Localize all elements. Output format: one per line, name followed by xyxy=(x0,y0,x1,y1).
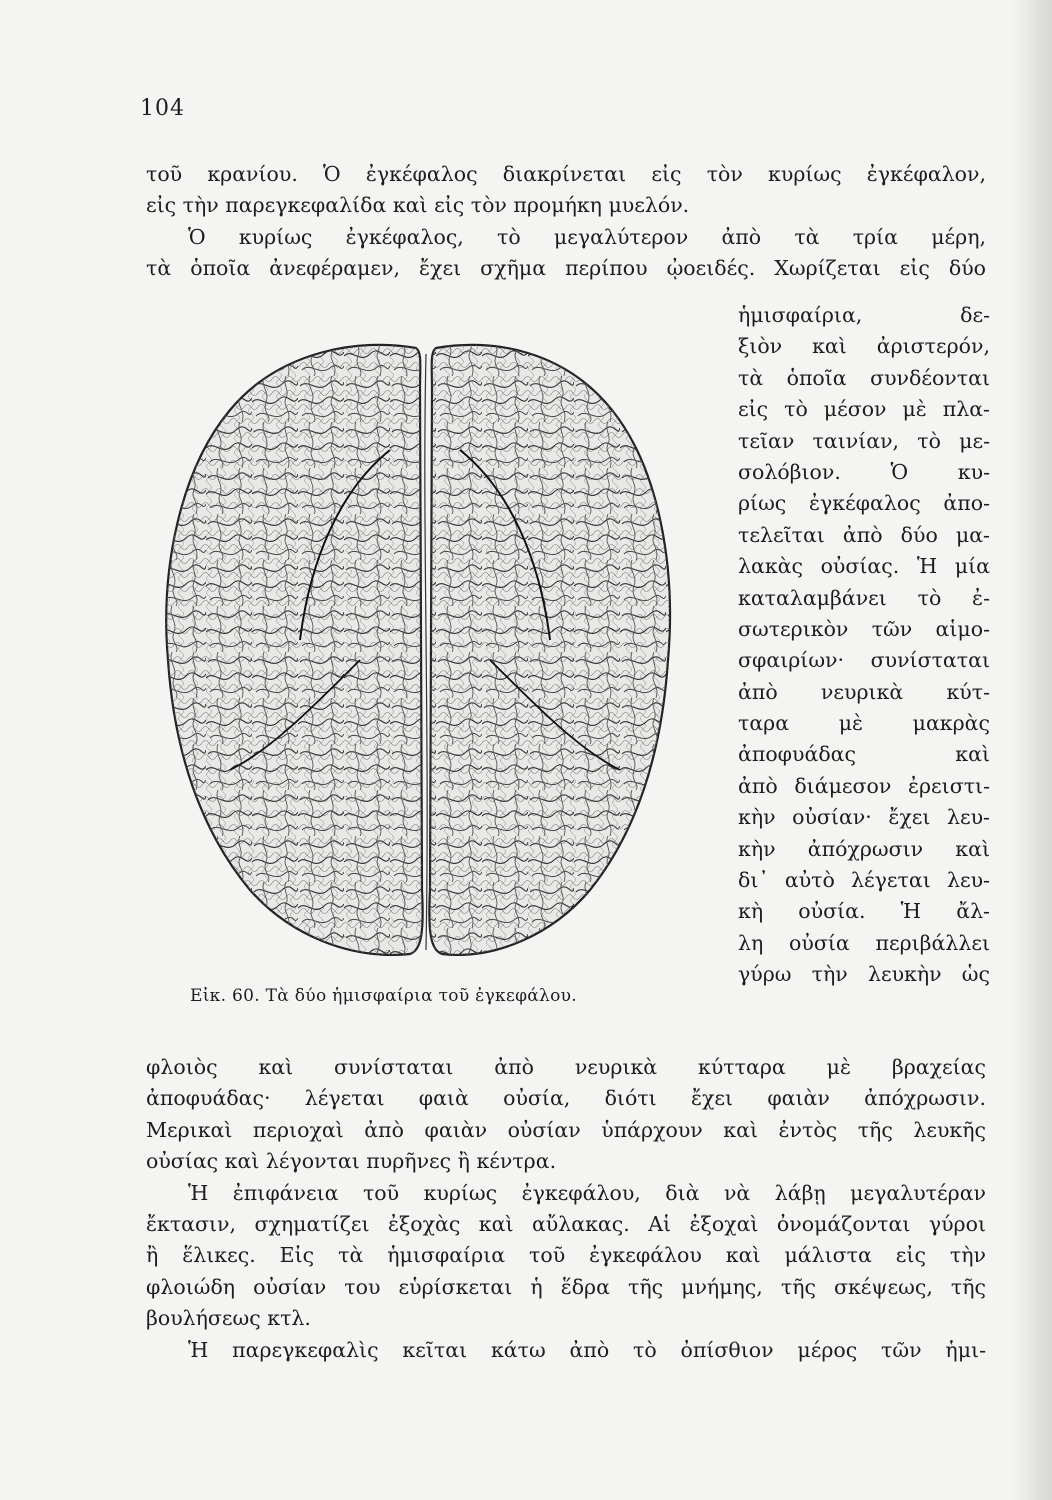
text-line: σφαιρίων· συνίσταται xyxy=(738,648,990,673)
text-line: οὐσίας καὶ λέγονται πυρῆνες ἢ κέντρα. xyxy=(146,1149,557,1174)
text-line: τὰ ὁποῖα συνδέονται xyxy=(738,365,990,390)
text-line: βουλήσεως κτλ. xyxy=(146,1306,311,1331)
text-line: εἰς τὴν παρεγκεφαλίδα καὶ εἰς τὸν προμήκη μυελόν. xyxy=(146,193,690,218)
text-line: τοῦ κρανίου. Ὁ ἐγκέφαλος διακρίνεται εἰς τὸν κυρίως ἐγκέφαλον, xyxy=(146,162,986,186)
text-line: ρίως ἐγκέφαλος ἀπο- xyxy=(738,491,990,516)
page-number: 104 xyxy=(140,96,185,121)
text-line: Ἡ παρεγκεφαλὶς κεῖται κάτω ἀπὸ τὸ ὀπίσθιον μέρος τῶν ἡμι- xyxy=(188,1337,986,1362)
text-line: κὴν ἀπόχρωσιν καὶ xyxy=(738,836,990,861)
right-hemisphere xyxy=(429,345,670,955)
text-line: σολόβιον. Ὁ κυ- xyxy=(738,459,990,484)
brain-illustration xyxy=(160,330,680,970)
text-line: ἔκτασιν, σχηματίζει ἐξοχὰς καὶ αὔλακας. Αἱ ἐξοχαὶ ὀνομάζονται γύροι xyxy=(146,1211,986,1236)
text-line: ἀποφυάδας· λέγεται φαιὰ οὐσία, διότι ἔχει φαιὰν ἀπόχρωσιν. xyxy=(146,1086,986,1111)
text-line: λακὰς οὐσίας. Ἡ μία xyxy=(738,554,990,579)
text-line: ἀπὸ διάμεσον ἐρειστι- xyxy=(738,773,990,798)
text-line: Μερικαὶ περιοχαὶ ἀπὸ φαιὰν οὐσίαν ὑπάρχουν καὶ ἐντὸς τῆς λευκῆς xyxy=(146,1117,986,1142)
text-line: ταρα μὲ μακρὰς xyxy=(738,711,990,736)
text-line: Ὁ κυρίως ἐγκέφαλος, τὸ μεγαλύτερον ἀπὸ τὰ τρία μέρη, xyxy=(188,224,986,249)
text-line: τελεῖται ἀπὸ δύο μα- xyxy=(738,522,990,547)
top-paragraph xyxy=(146,159,986,285)
text-line: τεῖαν ταινίαν, τὸ με- xyxy=(738,428,990,453)
text-line: φλοιὸς καὶ συνίσταται ἀπὸ νευρικὰ κύτταρα μὲ βραχείας xyxy=(146,1055,986,1079)
text-line: λη οὐσία περιβάλλει xyxy=(738,930,990,955)
longitudinal-fissure xyxy=(425,354,427,950)
text-line: σωτερικὸν τῶν αἱμο- xyxy=(738,616,990,641)
text-line: κὴν οὐσίαν· ἔχει λευ- xyxy=(738,805,990,830)
text-line: κὴ οὐσία. Ἡ ἄλ- xyxy=(738,899,990,924)
text-line: ἢ ἕλικες. Εἰς τὰ ἡμισφαίρια τοῦ ἐγκεφάλου καὶ μάλιστα εἰς τὴν xyxy=(146,1243,986,1268)
text-line: φλοιώδη οὐσίαν του εὑρίσκεται ἡ ἕδρα τῆς μνήμης, τῆς σκέψεως, τῆς xyxy=(146,1274,986,1299)
text-line: ἡμισφαίρια, δε- xyxy=(738,303,990,327)
side-column xyxy=(738,300,990,991)
text-line: δι᾽ αὐτὸ λέγεται λευ- xyxy=(738,868,990,893)
page-edge-shadow xyxy=(1012,0,1052,1500)
left-hemisphere xyxy=(166,345,422,955)
text-line: ξιὸν καὶ ἀριστερόν, xyxy=(738,334,990,359)
text-line: εἰς τὸ μέσον μὲ πλα- xyxy=(738,397,990,422)
text-line: Ἡ ἐπιφάνεια τοῦ κυρίως ἐγκεφάλου, διὰ νὰ λάβῃ μεγαλυτέραν xyxy=(188,1180,986,1205)
text-line: ἀπὸ νευρικὰ κύτ- xyxy=(738,679,990,704)
bottom-paragraphs xyxy=(146,1052,986,1366)
text-line: γύρω τὴν λευκὴν ὡς xyxy=(738,962,990,987)
text-line: καταλαμβάνει τὸ ἐ- xyxy=(738,585,990,610)
text-line: ἀποφυάδας καὶ xyxy=(738,742,990,767)
text-line: τὰ ὁποῖα ἀνεφέραμεν, ἔχει σχῆμα περίπου ᾠοειδές. Χωρίζεται εἰς δύο xyxy=(146,256,986,281)
brain-hemispheres-figure xyxy=(160,330,680,970)
figure-caption: Εἰκ. 60. Τὰ δύο ἡμισφαίρια τοῦ ἐγκεφάλου. xyxy=(190,986,577,1006)
